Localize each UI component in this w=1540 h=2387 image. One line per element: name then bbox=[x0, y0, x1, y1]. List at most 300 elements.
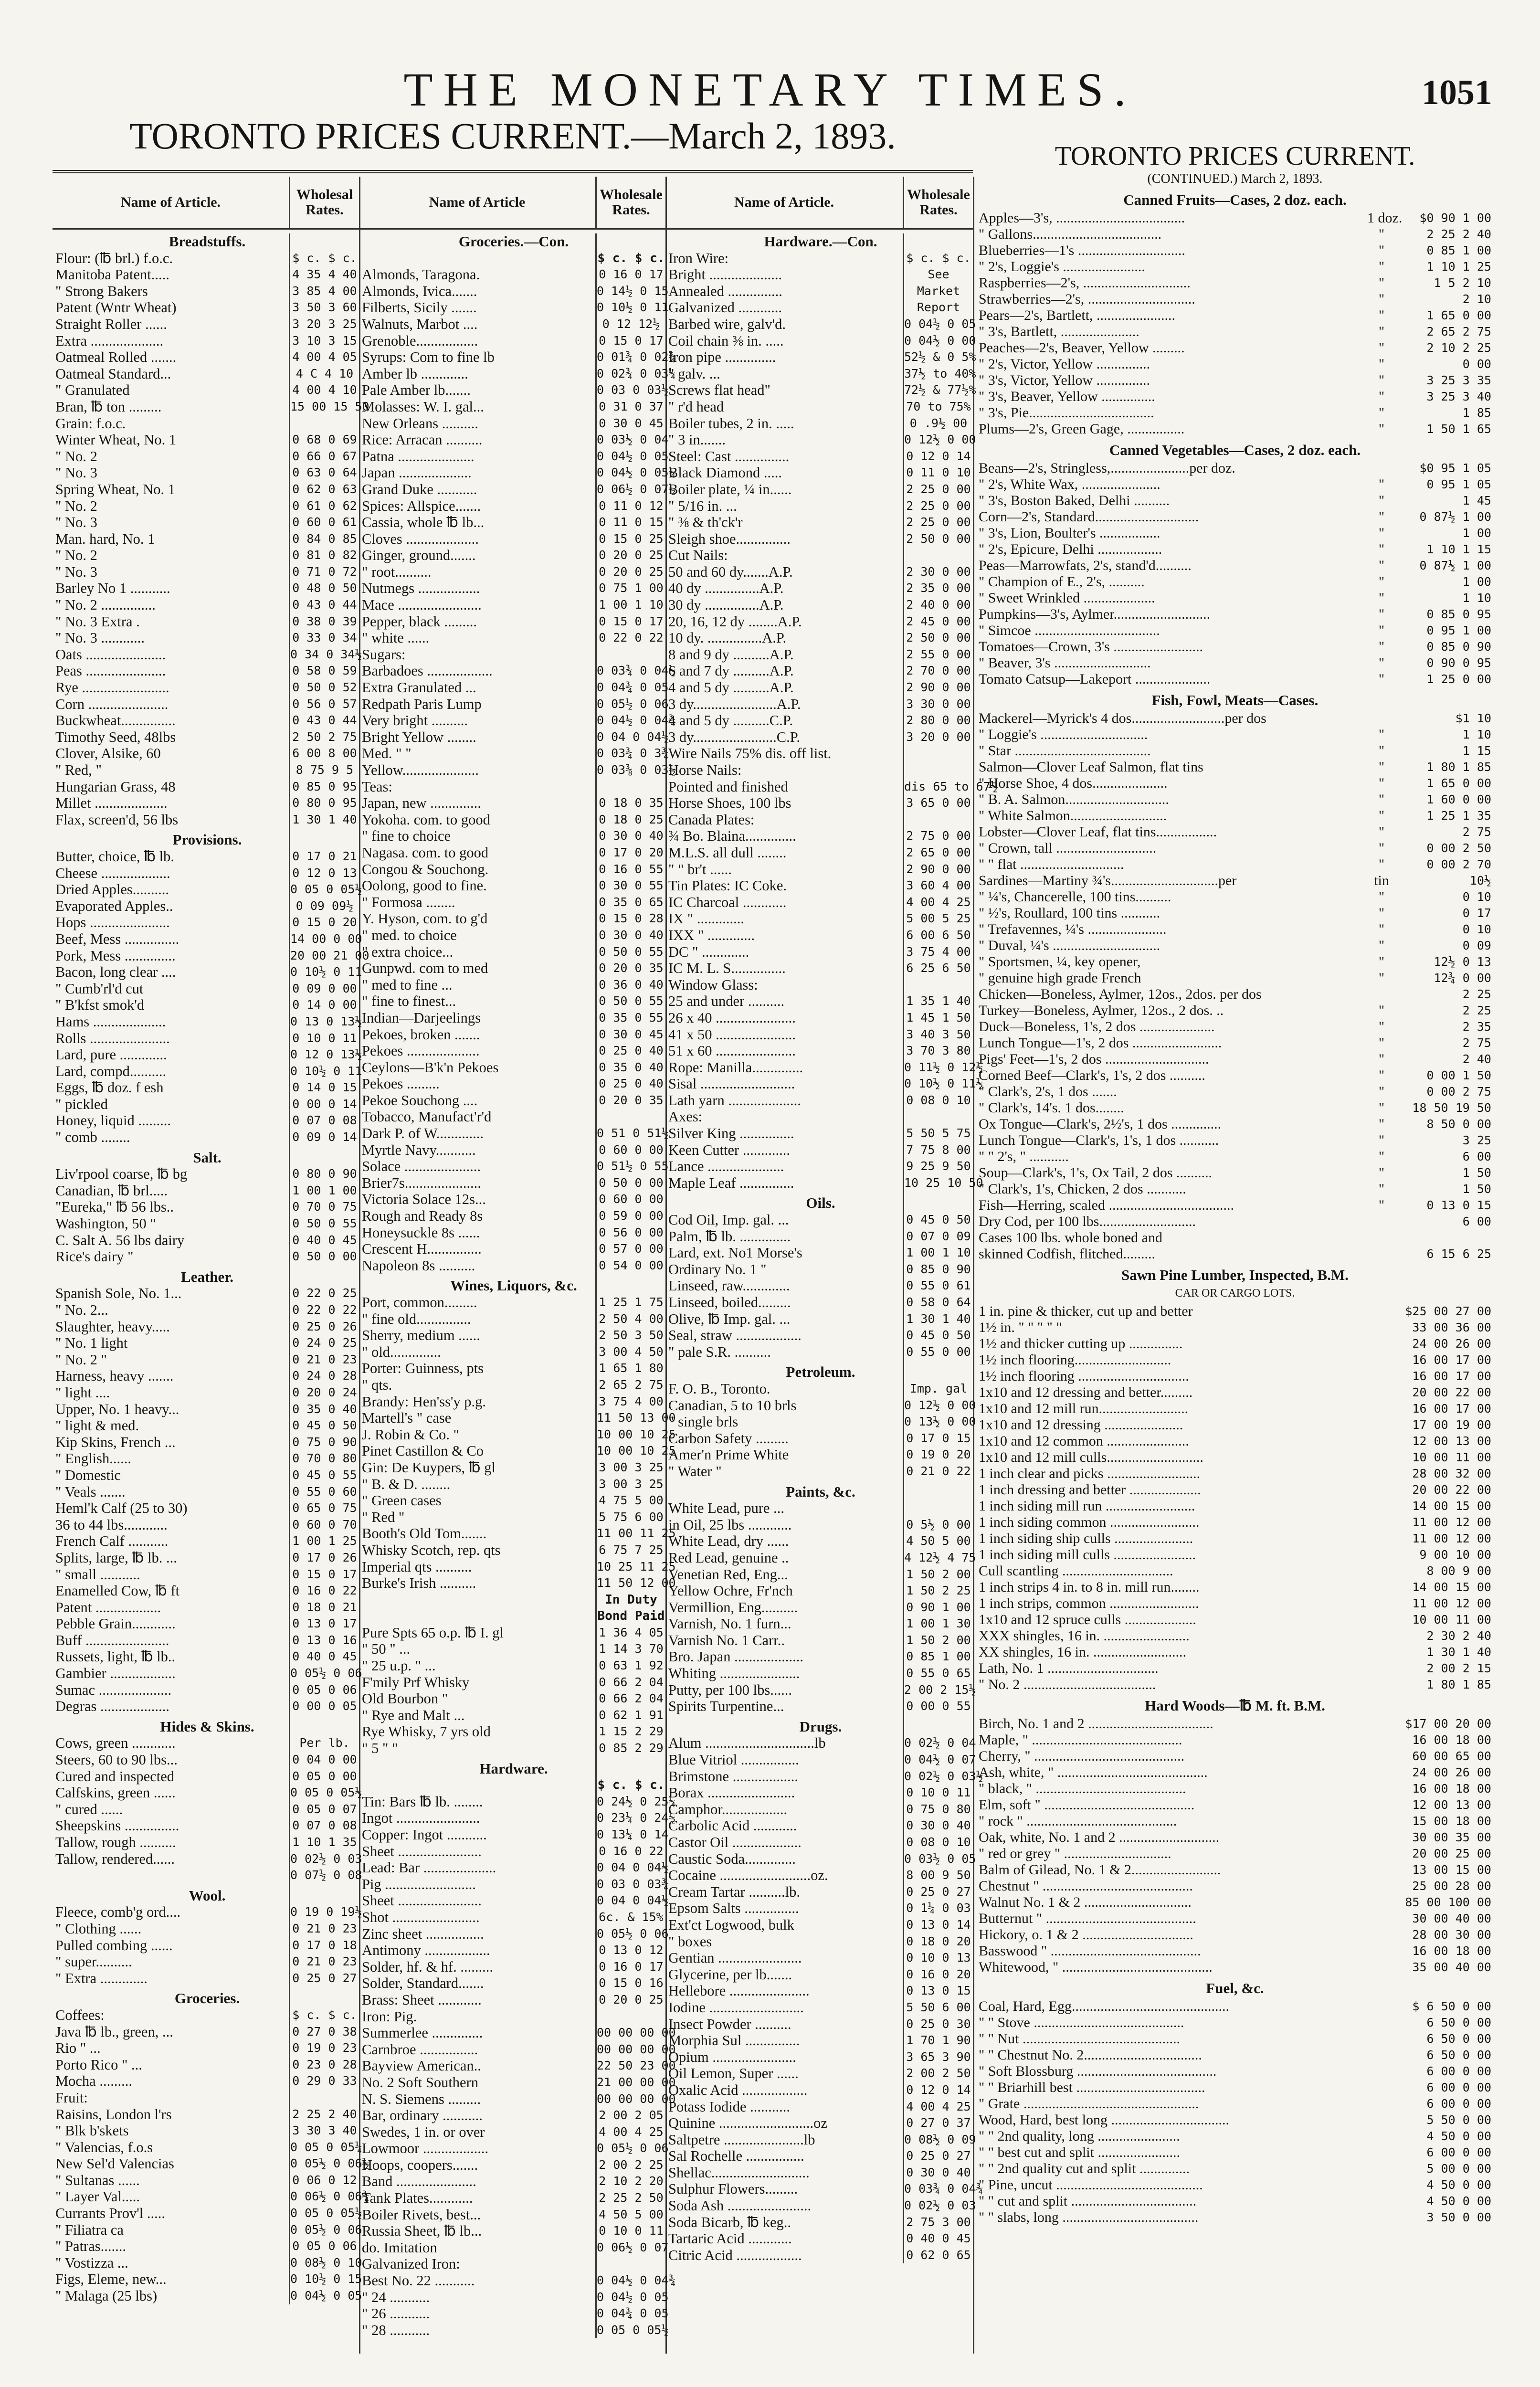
rate-value: 0 63 1 92 bbox=[599, 1658, 664, 1673]
article-name: 1 inch dressing and better .................... bbox=[979, 1482, 1201, 1498]
rate-value: Bond Paid bbox=[597, 1609, 665, 1624]
price-row bbox=[53, 1867, 362, 1884]
price-row bbox=[359, 1859, 669, 1876]
unit-qty bbox=[1367, 1998, 1396, 2015]
article-name: Honey, liquid ......... bbox=[55, 1112, 171, 1129]
rate-value: 10 25 11 25 bbox=[597, 1559, 676, 1574]
unit-qty: " bbox=[1378, 1084, 1385, 1099]
section-heading: Fuel, &c. bbox=[1206, 1980, 1264, 1996]
price-row bbox=[979, 606, 1491, 623]
article-name: Caustic Soda.............. bbox=[668, 1850, 796, 1867]
rate-value: 0 04½ 0 05 bbox=[597, 2290, 669, 2304]
section-heading bbox=[665, 1719, 973, 1735]
price-value: 18 50 19 50 bbox=[1412, 1101, 1491, 1115]
article-name: Fruit: bbox=[55, 2089, 88, 2106]
price-value: 3 50 0 00 bbox=[1426, 2210, 1491, 2224]
article-name: " med. to choice bbox=[362, 927, 457, 943]
rate-value: 4 12½ 4 75 bbox=[904, 1550, 976, 1564]
rate-value: 0 07½ 0 08 bbox=[290, 1868, 362, 1882]
rate-value: 0 17 0 21 bbox=[292, 849, 357, 863]
article-name: Y. Hyson, com. to g'd bbox=[362, 910, 488, 927]
unit-qty bbox=[1367, 1943, 1396, 1959]
price-row bbox=[665, 993, 973, 1010]
price-row bbox=[53, 2238, 359, 2255]
article-name: Antimony .................. bbox=[362, 1942, 490, 1959]
article-name: Oolong, good to fine. bbox=[362, 877, 487, 894]
price-row bbox=[359, 365, 676, 382]
article-name: Honeysuckle 8s ...... bbox=[362, 1224, 480, 1241]
article-name: Spirits Turpentine... bbox=[668, 1698, 784, 1715]
price-row bbox=[665, 1583, 973, 1599]
rate-value: 0 20 0 25 bbox=[599, 548, 664, 562]
rate-value: 0 05 0 06 bbox=[292, 2239, 357, 2253]
article-name: Cheese ................... bbox=[55, 865, 170, 881]
article-name: Martell's " case bbox=[362, 1410, 452, 1426]
price-value: 1 65 0 00 bbox=[1426, 776, 1491, 790]
rate-value: 14 00 0 00 bbox=[290, 931, 362, 946]
price-row bbox=[359, 382, 669, 399]
article-name: " Crown, tall ............................ bbox=[979, 840, 1157, 856]
article-name: Silver King ............... bbox=[668, 1125, 794, 1142]
price-row bbox=[53, 1417, 359, 1434]
price-row bbox=[359, 1592, 665, 1608]
price-row bbox=[979, 493, 1491, 509]
price-row bbox=[359, 729, 669, 746]
article-name: " White Salmon........................... bbox=[979, 808, 1167, 824]
rate-value: 0 68 0 69 bbox=[292, 433, 357, 447]
price-row bbox=[359, 1892, 669, 1909]
rate-value: 0 81 0 82 bbox=[292, 548, 357, 562]
price-row bbox=[53, 1129, 359, 1146]
price-value: 16 00 17 00 bbox=[1412, 1353, 1491, 1367]
article-name: No. 2 Soft Southern bbox=[362, 2074, 478, 2091]
article-name: Boiler plate, ¼ in...... bbox=[668, 481, 792, 497]
article-name: Venetian Red, Eng... bbox=[668, 1566, 788, 1583]
price-row bbox=[53, 848, 359, 865]
price-row bbox=[359, 779, 665, 795]
rate-value: 0 09 0 14 bbox=[292, 1130, 357, 1144]
price-value: 30 00 40 00 bbox=[1412, 1912, 1491, 1925]
price-row bbox=[979, 2144, 1491, 2161]
rate-value: 6 75 7 25 bbox=[599, 1542, 664, 1557]
article-name: Corn ...................... bbox=[55, 696, 169, 712]
rate-value: 0 02½ 0 03 bbox=[290, 1851, 362, 1866]
rate-value: 0 66 2 04 bbox=[599, 1691, 664, 1706]
price-value: 16 00 18 00 bbox=[1412, 1733, 1491, 1747]
continued-price-column bbox=[979, 143, 1491, 2354]
article-name: Sardines—Martiny ¾'s..............................per bbox=[979, 873, 1237, 888]
article-name: Bacon, long clear .... bbox=[55, 964, 176, 981]
price-row bbox=[979, 1132, 1491, 1149]
price-value: 0 87½ 1 00 bbox=[1419, 510, 1491, 524]
unit-qty bbox=[1367, 1612, 1396, 1628]
price-row bbox=[979, 1246, 1491, 1262]
price-value: 0 09 bbox=[1462, 939, 1491, 952]
unit-qty bbox=[1367, 1246, 1396, 1262]
section-label: Wines, Liquors, &c. bbox=[450, 1277, 577, 1294]
price-row bbox=[359, 795, 665, 812]
unit-qty bbox=[1367, 1547, 1396, 1563]
price-row bbox=[979, 476, 1491, 493]
rate-value: 0 00 0 14 bbox=[292, 1097, 357, 1111]
price-value: 1 25 1 35 bbox=[1426, 809, 1491, 823]
article-name: Evaporated Apples.. bbox=[55, 898, 173, 914]
price-row bbox=[979, 389, 1491, 405]
article-name: 1 inch strips 4 in. to 8 in. mill run........ bbox=[979, 1579, 1200, 1595]
rate-value: 2 50 3 50 bbox=[599, 1328, 664, 1342]
price-row bbox=[53, 266, 359, 283]
price-value: 3 25 3 35 bbox=[1426, 373, 1491, 387]
price-value: 10 00 11 00 bbox=[1412, 1450, 1491, 1464]
rate-value: 0 03½ 0 05 bbox=[904, 1851, 976, 1866]
article-name: 36 to 44 lbs............ bbox=[55, 1516, 168, 1533]
price-row bbox=[665, 332, 976, 349]
section-label: Hides & Skins. bbox=[160, 1718, 254, 1735]
article-name: " 2's, Epicure, Delhi .................. bbox=[979, 541, 1162, 557]
rate-value: 0 03¾ 0 04¾ bbox=[904, 2182, 983, 2196]
article-name: 3 dy.......................A.P. bbox=[668, 696, 801, 712]
price-value: 0 85 0 95 bbox=[1426, 607, 1491, 621]
article-name: Sumac .................... bbox=[55, 1681, 172, 1698]
rate-value bbox=[904, 1109, 973, 1125]
rate-value: 0 21 0 23 bbox=[292, 1352, 357, 1366]
page-number: 1051 bbox=[1422, 73, 1492, 112]
price-row bbox=[665, 349, 976, 366]
price-row bbox=[359, 1690, 665, 1707]
unit-qty: " bbox=[1378, 1181, 1385, 1197]
price-value: 2 25 bbox=[1462, 1003, 1491, 1017]
article-name: Axes: bbox=[668, 1109, 703, 1125]
rate-value: 0 08½ 0 09 bbox=[904, 2132, 976, 2146]
section-heading: Fish, Fowl, Meats—Cases. bbox=[1151, 692, 1318, 708]
article-name: Balm of Gilead, No. 1 & 2......................... bbox=[979, 1862, 1221, 1878]
rate-value: 0 13 0 15 bbox=[906, 1984, 971, 1998]
price-row bbox=[665, 696, 973, 713]
price-row bbox=[665, 316, 976, 333]
price-row bbox=[53, 1954, 359, 1970]
price-row bbox=[53, 2271, 362, 2288]
unit-qty bbox=[1367, 1384, 1396, 1401]
article-name: " 3's, Bartlett, ...................... bbox=[979, 324, 1139, 339]
price-row bbox=[53, 1599, 359, 1616]
article-name: DC " ............. bbox=[668, 943, 749, 960]
article-name: Turkey—Boneless, Aylmer, 12os., 2 dos. .. bbox=[979, 1003, 1224, 1018]
rate-value: 0 84 0 85 bbox=[292, 531, 357, 546]
price-row bbox=[359, 1043, 665, 1059]
price-row bbox=[665, 299, 973, 316]
rate-value: 0 31 0 37 bbox=[599, 399, 664, 413]
rate-value: 0 10 0 11 bbox=[292, 1031, 357, 1045]
price-value: $0 95 1 05 bbox=[1419, 461, 1491, 475]
price-row bbox=[359, 1208, 665, 1225]
article-name: Best No. 22 ........... bbox=[362, 2272, 475, 2289]
price-row bbox=[53, 1648, 359, 1665]
rate-value: 0 03½ 0 04 bbox=[597, 433, 669, 447]
article-name: Tin Plates: IC Coke. bbox=[668, 877, 787, 894]
rate-value: 0 19 0 20 bbox=[906, 1447, 971, 1462]
article-name: IX " ............. bbox=[668, 910, 745, 927]
article-name: " " Stove .......................................... bbox=[979, 2015, 1184, 2030]
price-row bbox=[359, 1723, 665, 1740]
price-value: 3 25 bbox=[1462, 1133, 1491, 1147]
rate-value: 10 00 10 25 bbox=[597, 1444, 676, 1458]
rate-value: 0 61 0 62 bbox=[292, 498, 357, 513]
article-name: Ash, white, " .......................................... bbox=[979, 1764, 1208, 1780]
article-name: Java ℔ lb., green, ... bbox=[55, 2023, 173, 2040]
unit-qty bbox=[1367, 2031, 1396, 2047]
article-name: Amber lb ............. bbox=[362, 365, 468, 382]
rate-value: 0 12 12½ bbox=[602, 317, 660, 331]
rate-value: 0 21 0 23 bbox=[292, 1921, 357, 1935]
price-row bbox=[53, 1046, 362, 1063]
article-name: " No. 2 ............... bbox=[55, 597, 156, 613]
rate-value: 0 27 0 37 bbox=[906, 2116, 971, 2130]
article-name: Gunpwd. com to med bbox=[362, 960, 488, 977]
rate-value: 22 50 23 00 bbox=[597, 2059, 676, 2073]
rate-value bbox=[290, 2090, 359, 2106]
rate-value: 1 00 1 25 bbox=[292, 1534, 357, 1548]
price-row bbox=[359, 1575, 676, 1592]
price-row bbox=[53, 812, 359, 828]
article-name: " fine old............... bbox=[362, 1310, 471, 1327]
price-value: 20 00 22 00 bbox=[1412, 1483, 1491, 1497]
rate-value: 0 04½ 0 00 bbox=[904, 333, 976, 348]
price-row bbox=[53, 597, 359, 613]
price-row bbox=[979, 1764, 1491, 1781]
continued-subtitle: (CONTINUED.) March 2, 1893. bbox=[1147, 171, 1323, 186]
price-value: 12½ 0 13 bbox=[1434, 955, 1491, 969]
article-name: " boxes bbox=[668, 1933, 712, 1950]
unit-qty: " bbox=[1378, 792, 1385, 807]
rate-value: 0 58 0 64 bbox=[906, 1295, 971, 1309]
price-row bbox=[359, 1059, 665, 1076]
article-name: Almonds, Taragona. bbox=[362, 266, 480, 283]
article-name: Rio " ... bbox=[55, 2040, 101, 2057]
rate-value: 0 1¼ 0 03 bbox=[906, 1901, 971, 1915]
article-name: Molasses: W. I. gal... bbox=[362, 398, 484, 415]
price-row bbox=[359, 2223, 665, 2239]
price-row bbox=[53, 1616, 359, 1632]
rate-value: 3 30 3 40 bbox=[292, 2123, 357, 2138]
price-row bbox=[665, 481, 973, 498]
article-name: Coffees: bbox=[55, 2007, 105, 2023]
rate-value: 0 18 0 35 bbox=[599, 796, 664, 810]
article-name: 1 inch siding mill run ......................... bbox=[979, 1498, 1195, 1514]
price-row bbox=[979, 1628, 1491, 1644]
price-column-2 bbox=[359, 177, 676, 2354]
rate-value: 0 04 0 04½ bbox=[597, 1860, 669, 1875]
rate-value: Market bbox=[917, 284, 960, 298]
section-label: Breadstuffs. bbox=[169, 233, 246, 250]
price-row bbox=[53, 1434, 359, 1451]
article-name: Salmon—Clover Leaf Salmon, flat tins bbox=[979, 759, 1203, 775]
rate-value: 0 00 0 05 bbox=[292, 1699, 357, 1713]
price-row bbox=[359, 910, 665, 927]
price-row bbox=[665, 580, 973, 597]
article-name: Slaughter, heavy..... bbox=[55, 1318, 170, 1335]
unit-qty bbox=[1367, 1320, 1396, 1336]
unit-qty bbox=[1367, 1230, 1396, 1246]
price-row bbox=[53, 1533, 359, 1550]
price-row bbox=[359, 1625, 665, 1641]
continued-title: TORONTO PRICES CURRENT. bbox=[1055, 141, 1415, 171]
article-name: " Clark's, 14's. 1 dos........ bbox=[979, 1100, 1124, 1116]
rate-value: 2 75 0 00 bbox=[906, 829, 971, 843]
rate-value: 0 50 0 00 bbox=[599, 1175, 664, 1190]
price-row bbox=[665, 2131, 976, 2148]
price-row bbox=[359, 2107, 665, 2124]
section-label: Provisions. bbox=[172, 831, 242, 848]
rate-value: dis 65 to 67½ bbox=[904, 779, 998, 793]
rate-value: 0 19 0 19½ bbox=[290, 1905, 362, 1919]
rate-value: 72½ & 77½% bbox=[904, 383, 976, 397]
price-row bbox=[359, 2140, 669, 2157]
unit-qty bbox=[1367, 2063, 1396, 2080]
price-value: 14 00 15 00 bbox=[1412, 1580, 1491, 1594]
rate-value: 0 12 0 14 bbox=[906, 449, 971, 463]
section-label: Salt. bbox=[193, 1149, 222, 1166]
rate-value: 6 00 6 50 bbox=[906, 928, 971, 942]
price-row bbox=[665, 2032, 973, 2049]
rate-value: 0 50 0 55 bbox=[599, 944, 664, 959]
unit-qty: " bbox=[1378, 905, 1385, 921]
price-row bbox=[359, 828, 665, 845]
article-name: Japan, new .............. bbox=[362, 795, 481, 812]
price-row bbox=[359, 1793, 676, 1810]
rate-value: 0 16 0 55 bbox=[599, 862, 664, 876]
section-heading bbox=[53, 1269, 359, 1286]
rate-value: 0 30 0 40 bbox=[599, 829, 664, 843]
price-value: 5 00 0 00 bbox=[1426, 2162, 1491, 2176]
price-row bbox=[665, 1665, 973, 1682]
article-name: 3 dy.......................C.P. bbox=[668, 729, 800, 745]
article-name: " English...... bbox=[55, 1450, 132, 1467]
rate-value: 0 06½ 0 06¾ bbox=[290, 2189, 369, 2204]
article-name: " 50 " ... bbox=[362, 1641, 411, 1658]
article-name: 1x10 and 12 dressing ...................... bbox=[979, 1417, 1183, 1433]
price-row bbox=[979, 1943, 1491, 1959]
rate-value: 0 75 0 80 bbox=[906, 1802, 971, 1816]
rate-value: 00 00 00 00 bbox=[597, 2042, 676, 2056]
article-name: Tobacco, Manufact'r'd bbox=[362, 1109, 492, 1125]
article-name: Dark P. of W............. bbox=[362, 1125, 484, 1142]
price-value: 0 00 2 75 bbox=[1426, 1085, 1491, 1098]
article-name: Syrups: Com to fine lb bbox=[362, 349, 495, 366]
price-row bbox=[665, 1500, 973, 1517]
price-value: 0 95 1 05 bbox=[1426, 477, 1491, 491]
rate-value: 0 25 0 26 bbox=[292, 1319, 357, 1333]
price-row bbox=[53, 1248, 359, 1265]
price-row bbox=[359, 1558, 676, 1575]
rate-value: 0 05½ 0 06½ bbox=[290, 2156, 369, 2171]
article-name: Window Glass: bbox=[668, 976, 758, 993]
rate-value: 0 36 0 40 bbox=[599, 977, 664, 992]
price-row bbox=[53, 1368, 359, 1384]
price-row bbox=[979, 210, 1491, 226]
price-row bbox=[665, 712, 973, 729]
rate-value bbox=[597, 2008, 665, 2025]
article-name: Dry Cod, per 100 lbs........................... bbox=[979, 1214, 1196, 1229]
price-row bbox=[665, 1950, 973, 1966]
price-row bbox=[53, 795, 359, 812]
price-value: 2 10 2 25 bbox=[1426, 341, 1491, 355]
unit-qty bbox=[1367, 1579, 1396, 1595]
rate-value: Report bbox=[917, 300, 960, 315]
rate-value: 0 15 0 16 bbox=[599, 1976, 664, 1990]
price-row bbox=[979, 1862, 1491, 1878]
article-name: " 3 in....... bbox=[668, 432, 726, 448]
article-name: " light & med. bbox=[55, 1417, 139, 1434]
rate-value: 0 20 0 24 bbox=[292, 1385, 357, 1399]
price-row bbox=[979, 759, 1491, 775]
price-value: 2 10 bbox=[1462, 292, 1491, 306]
article-name: Pulled combing ...... bbox=[55, 1937, 173, 1954]
rate-value: 0 13 0 13½ bbox=[290, 1014, 362, 1028]
rate-value: 0 10 0 13 bbox=[906, 1951, 971, 1965]
price-row bbox=[359, 2074, 676, 2091]
price-row bbox=[53, 1030, 359, 1047]
price-value: 1 50 1 65 bbox=[1426, 422, 1491, 436]
rate-value: 0 21 0 23 bbox=[292, 1954, 357, 1969]
unit-qty bbox=[1367, 2112, 1396, 2128]
article-name: Black Diamond ..... bbox=[668, 465, 782, 481]
article-name: Eggs, ℔ doz. f esh bbox=[55, 1079, 164, 1096]
article-name: Quinine ..........................oz bbox=[668, 2115, 827, 2132]
article-name bbox=[359, 250, 597, 267]
article-name: " " cut and split ................................... bbox=[979, 2193, 1197, 2209]
rate-value: 0 23 0 28 bbox=[292, 2057, 357, 2071]
unit-qty bbox=[1367, 1878, 1396, 1894]
rate-value: 0 05 0 05½ bbox=[597, 2323, 669, 2337]
rate-value: 0 30 0 55 bbox=[599, 878, 664, 893]
price-row bbox=[53, 1768, 359, 1785]
unit-qty: " bbox=[1378, 1035, 1385, 1051]
price-row bbox=[53, 964, 362, 981]
price-row bbox=[665, 1212, 973, 1228]
price-row bbox=[979, 2193, 1491, 2209]
rate-value bbox=[597, 646, 665, 663]
unit-qty: " bbox=[1378, 840, 1385, 856]
price-row bbox=[359, 2124, 665, 2141]
article-name: Pointed and finished bbox=[668, 778, 788, 795]
rate-value: 0 12½ 0 00 bbox=[904, 1398, 976, 1412]
rate-value: 7 75 8 00 bbox=[906, 1142, 971, 1157]
price-row bbox=[979, 1165, 1491, 1181]
rate-value: 21 00 00 00 bbox=[597, 2075, 676, 2089]
price-value: 4 50 0 00 bbox=[1426, 2194, 1491, 2208]
price-row bbox=[979, 590, 1491, 606]
price-row bbox=[979, 1911, 1491, 1927]
rate-value: 3 00 3 25 bbox=[599, 1477, 664, 1491]
price-row bbox=[359, 1311, 665, 1328]
unit-qty bbox=[1367, 1449, 1396, 1466]
price-value: 11 00 12 00 bbox=[1412, 1515, 1491, 1529]
article-name: Burke's Irish .......... bbox=[362, 1575, 476, 1592]
price-row bbox=[53, 1801, 359, 1818]
rate-value: 0 03⅜ 0 03½ bbox=[597, 763, 676, 777]
article-name: " Valencias, f.o.s bbox=[55, 2139, 153, 2155]
price-value: 13 00 15 00 bbox=[1412, 1863, 1491, 1877]
price-row bbox=[979, 808, 1491, 824]
price-row bbox=[359, 927, 665, 944]
price-row bbox=[359, 663, 676, 679]
article-name: Seal, straw .................. bbox=[668, 1327, 802, 1344]
price-value: 6 50 0 00 bbox=[1426, 2032, 1491, 2046]
unit-qty: " bbox=[1378, 243, 1385, 258]
article-name: " Water " bbox=[668, 1463, 722, 1479]
rate-value: 0 12 0 13 bbox=[292, 866, 357, 880]
unit-qty: " bbox=[1378, 671, 1385, 687]
